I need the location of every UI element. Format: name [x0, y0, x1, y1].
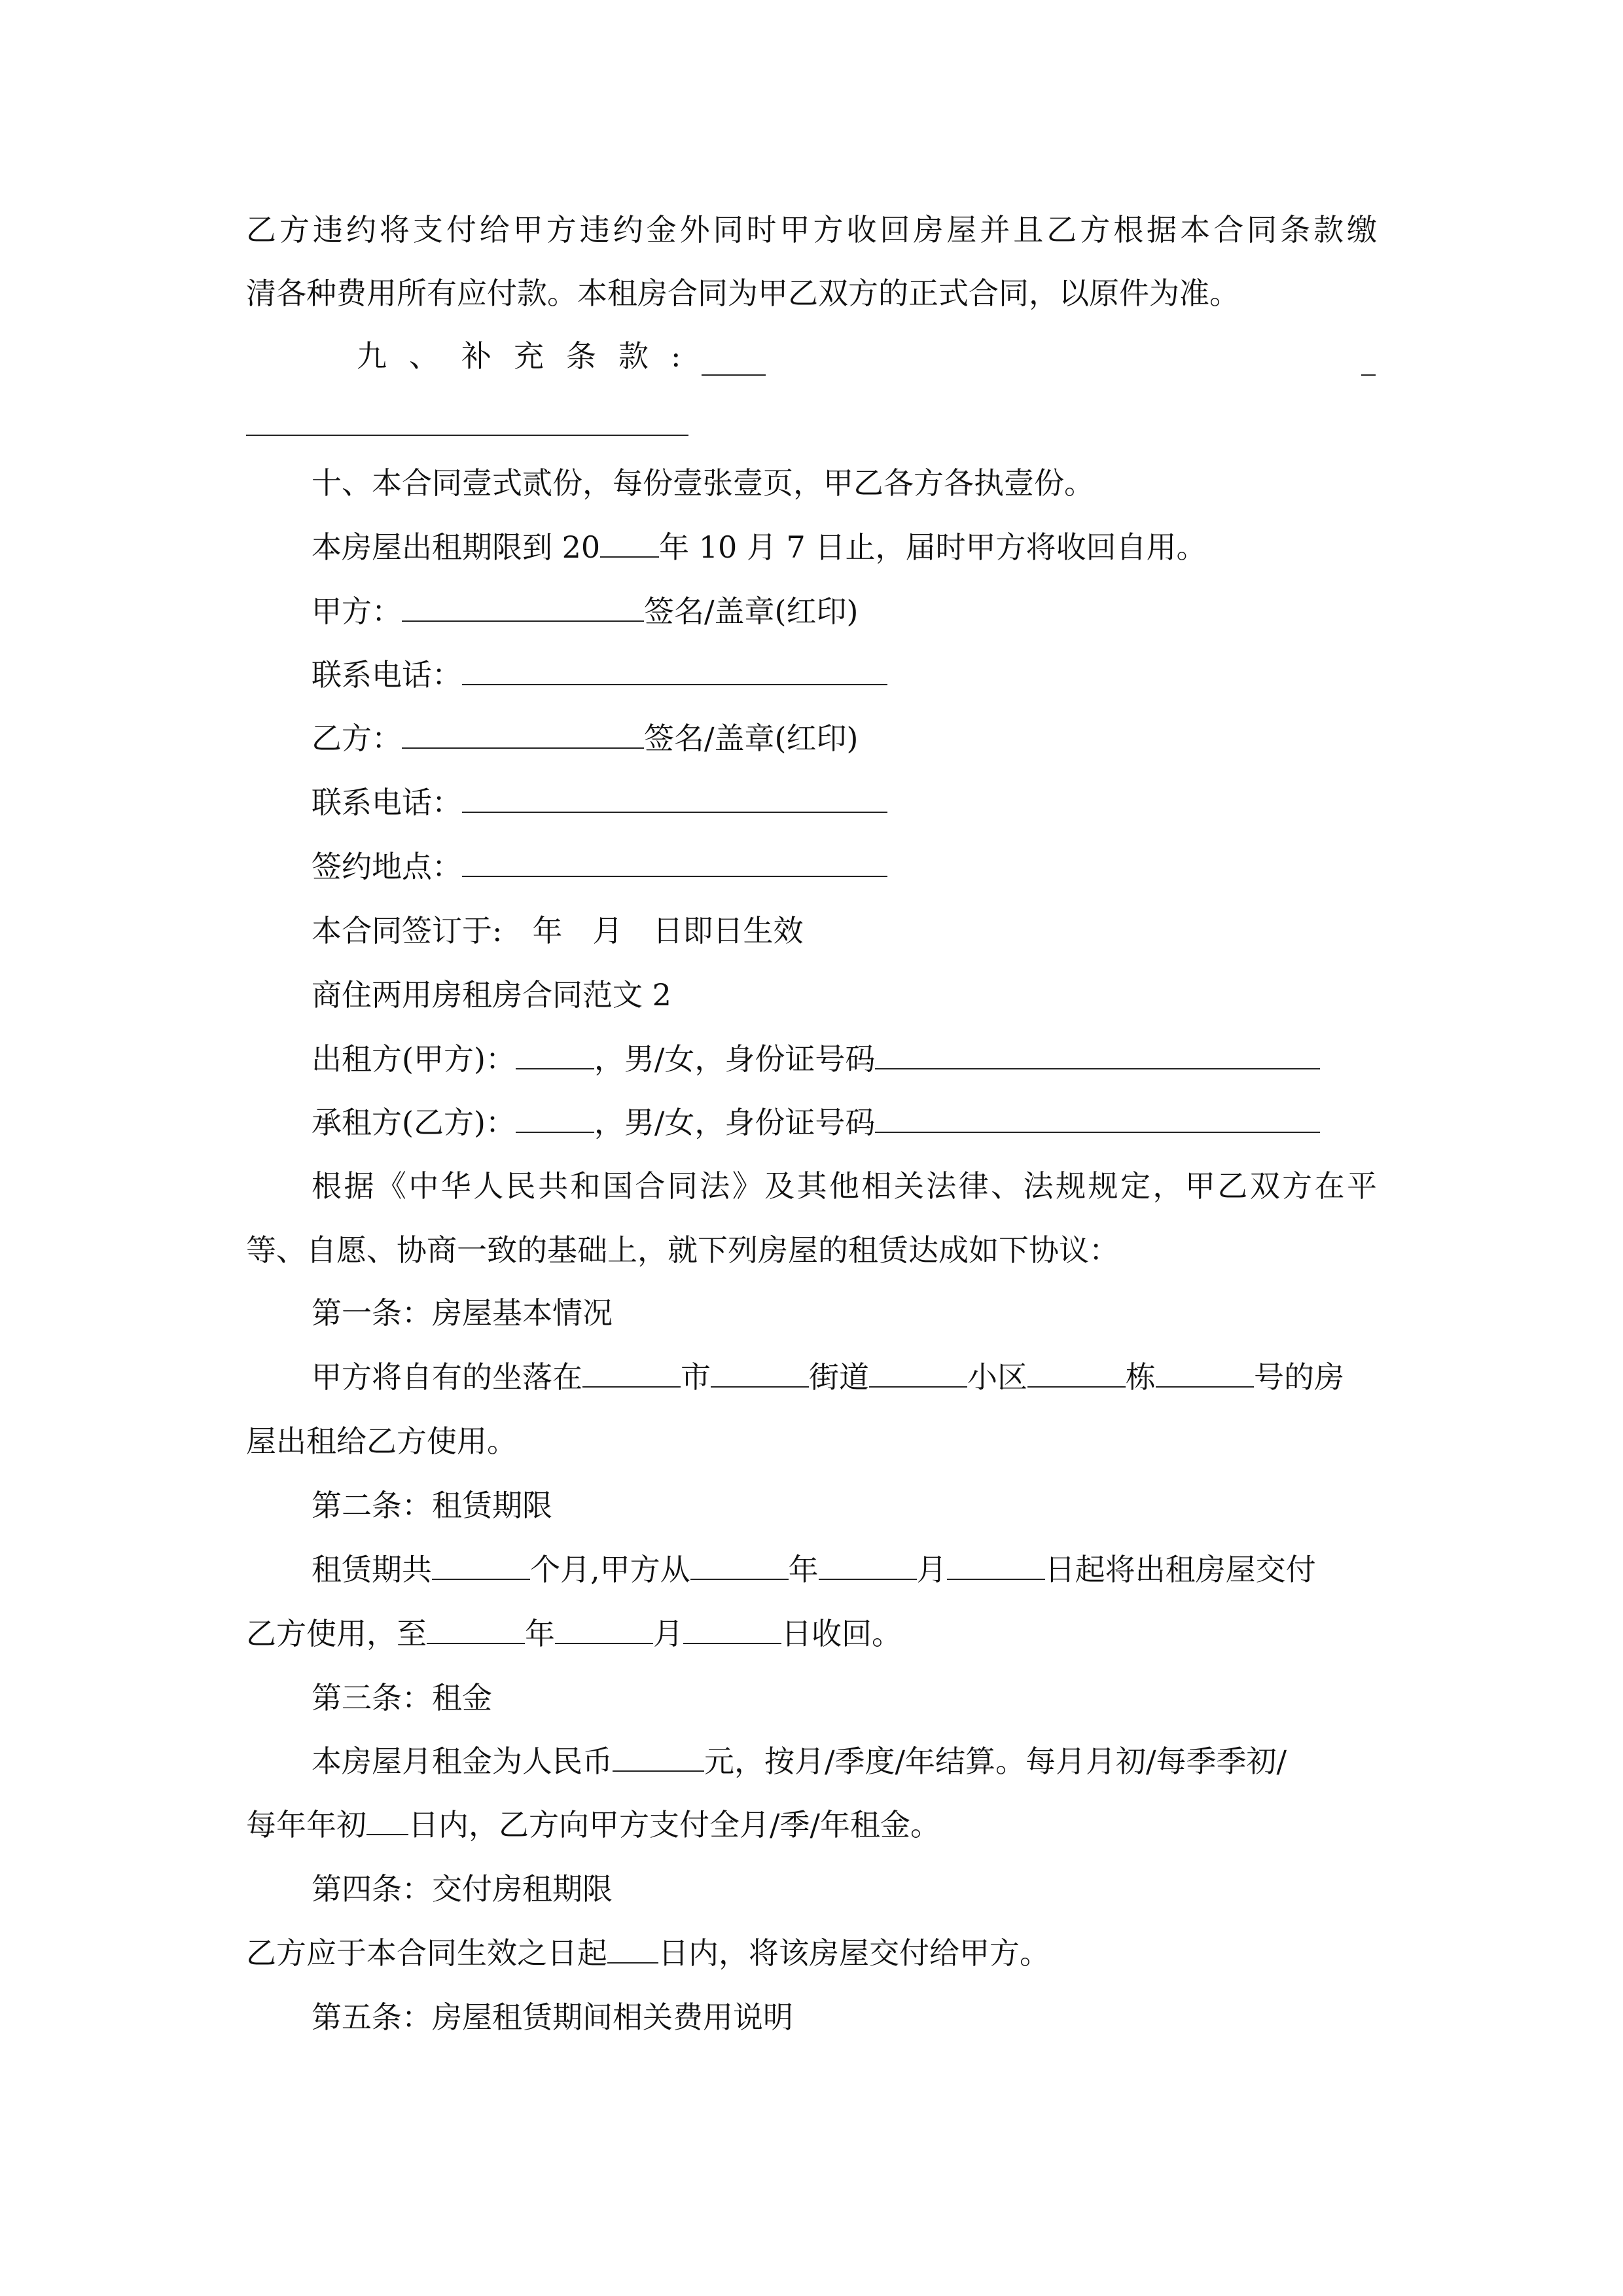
article-1-title: 第一条：房屋基本情况: [312, 1295, 613, 1331]
term-text-a: 本房屋出租期限到 20: [312, 529, 601, 565]
blank-lessor-name: [516, 1039, 594, 1069]
sign-label-b: 签名/盖章(红印): [644, 721, 859, 756]
blank-month: [819, 1550, 917, 1580]
phone-a-line: [312, 655, 887, 694]
blank-end-month: [555, 1614, 653, 1644]
text: 本房屋月租金为人民币: [312, 1744, 613, 1779]
blank-building: [1156, 1357, 1254, 1388]
party-b-label: 乙方：: [312, 721, 402, 756]
text: 年: [525, 1616, 555, 1651]
article-3-line-2: [246, 1805, 940, 1844]
blank-party-a: [402, 592, 644, 622]
text: 甲方将自有的坐落在: [312, 1359, 582, 1395]
blank-lessor-id: [875, 1039, 1320, 1069]
text: 乙方应于本合同生效之日起: [246, 1935, 607, 1971]
paragraph-line: 等、自愿、协商一致的基础上，就下列房屋的租赁达成如下协议：: [246, 1232, 1119, 1268]
blank-year: [690, 1550, 789, 1580]
blank-phone-b: [462, 783, 887, 813]
text: 年: [788, 1552, 819, 1587]
text: 月: [916, 1552, 947, 1587]
text: 号的房: [1254, 1359, 1344, 1395]
party-a-label: 甲方：: [312, 594, 402, 629]
text: 日收回。: [781, 1616, 902, 1651]
blank-rent-amount: [613, 1742, 704, 1772]
blank-place: [462, 847, 887, 877]
place-line: [312, 847, 887, 886]
phone-label-b: 联系电话：: [312, 785, 462, 820]
document-title-2: 商住两用房租房合同范文 2: [312, 977, 671, 1013]
signed-date: 本合同签订于: 年 月 日即日生效: [312, 913, 804, 948]
article-4-line: [246, 1933, 1050, 1973]
text: 元，按月/季度/年结算。每月月初/每季季初/: [704, 1744, 1287, 1779]
sign-label-a: 签名/盖章(红印): [644, 594, 859, 629]
text: 租赁期共: [312, 1552, 432, 1587]
blank-delivery-days: [607, 1933, 658, 1964]
text: 月: [653, 1616, 683, 1651]
article-3-title: 第三条：租金: [312, 1680, 492, 1715]
paragraph-line: 屋出租给乙方使用。: [246, 1424, 517, 1459]
text: 日起将出租房屋交付: [1044, 1552, 1316, 1587]
article-2-line-2: [246, 1614, 902, 1653]
paragraph-line: 根据《中华人民共和国合同法》及其他相关法律、法规规定，甲乙双方在平: [312, 1168, 1377, 1204]
clause-10: 十、本合同壹式贰份，每份壹张壹页，甲乙各方各执壹份。: [312, 465, 1094, 501]
term-line: [312, 528, 1206, 567]
blank-party-b: [402, 719, 644, 749]
text: 栋: [1126, 1359, 1156, 1395]
lessee-label: 承租方(乙方)：: [312, 1105, 516, 1140]
phone-label-a: 联系电话：: [312, 657, 462, 692]
clause-9-label: 九、补充条款:: [357, 338, 704, 374]
blank-line: [1361, 374, 1376, 376]
text: 日内，乙方向甲方支付全月/季/年租金。: [408, 1807, 940, 1842]
gender-b: ，男/女，身份证号码: [594, 1105, 876, 1140]
article-1-line: [312, 1357, 1344, 1397]
article-5-title: 第五条：房屋租赁期间相关费用说明: [312, 2000, 793, 2035]
blank-months: [432, 1550, 530, 1580]
blank-end-day: [683, 1614, 781, 1644]
blank-lessee-name: [516, 1103, 594, 1133]
blank-day: [947, 1550, 1045, 1580]
blank-line: [702, 374, 766, 376]
blank-days: [366, 1805, 408, 1835]
article-2-title: 第二条：租赁期限: [312, 1488, 552, 1523]
article-4-title: 第四条：交付房租期限: [312, 1871, 613, 1907]
place-label: 签约地点：: [312, 849, 462, 884]
text: 乙方使用，至: [246, 1616, 427, 1651]
paragraph-line: 清各种费用所有应付款。本租房合同为甲乙双方的正式合同，以原件为准。: [246, 276, 1240, 311]
gender-a: ，男/女，身份证号码: [594, 1041, 876, 1077]
party-a-line: [312, 592, 858, 631]
blank-area: [1027, 1357, 1126, 1388]
party-b-line: [312, 719, 858, 758]
article-2-line: [312, 1550, 1316, 1589]
blank-street: [869, 1357, 967, 1388]
blank-lessee-id: [875, 1103, 1320, 1133]
text: 市: [681, 1359, 711, 1395]
text: 每年年初: [246, 1807, 366, 1842]
blank-location: [582, 1357, 681, 1388]
text: 日内，将该房屋交付给甲方。: [658, 1935, 1050, 1971]
paragraph-line: 乙方违约将支付给甲方违约金外同时甲方收回房屋并且乙方根据本合同条款缴: [246, 212, 1377, 247]
blank-city: [711, 1357, 809, 1388]
text: 街道: [809, 1359, 869, 1395]
article-3-line: [312, 1742, 1287, 1781]
blank-line: [246, 435, 688, 436]
text: 小区: [967, 1359, 1027, 1395]
term-text-b: 年 10 月 7 日止，届时甲方将收回自用。: [659, 529, 1207, 565]
blank-phone-a: [462, 655, 887, 685]
lessee-line: [312, 1103, 1320, 1142]
text: 个月,甲方从: [530, 1552, 690, 1587]
blank-year: [600, 528, 659, 558]
blank-end-year: [427, 1614, 525, 1644]
lessor-label: 出租方(甲方)：: [312, 1041, 516, 1077]
phone-b-line: [312, 783, 887, 822]
lessor-line: [312, 1039, 1320, 1079]
